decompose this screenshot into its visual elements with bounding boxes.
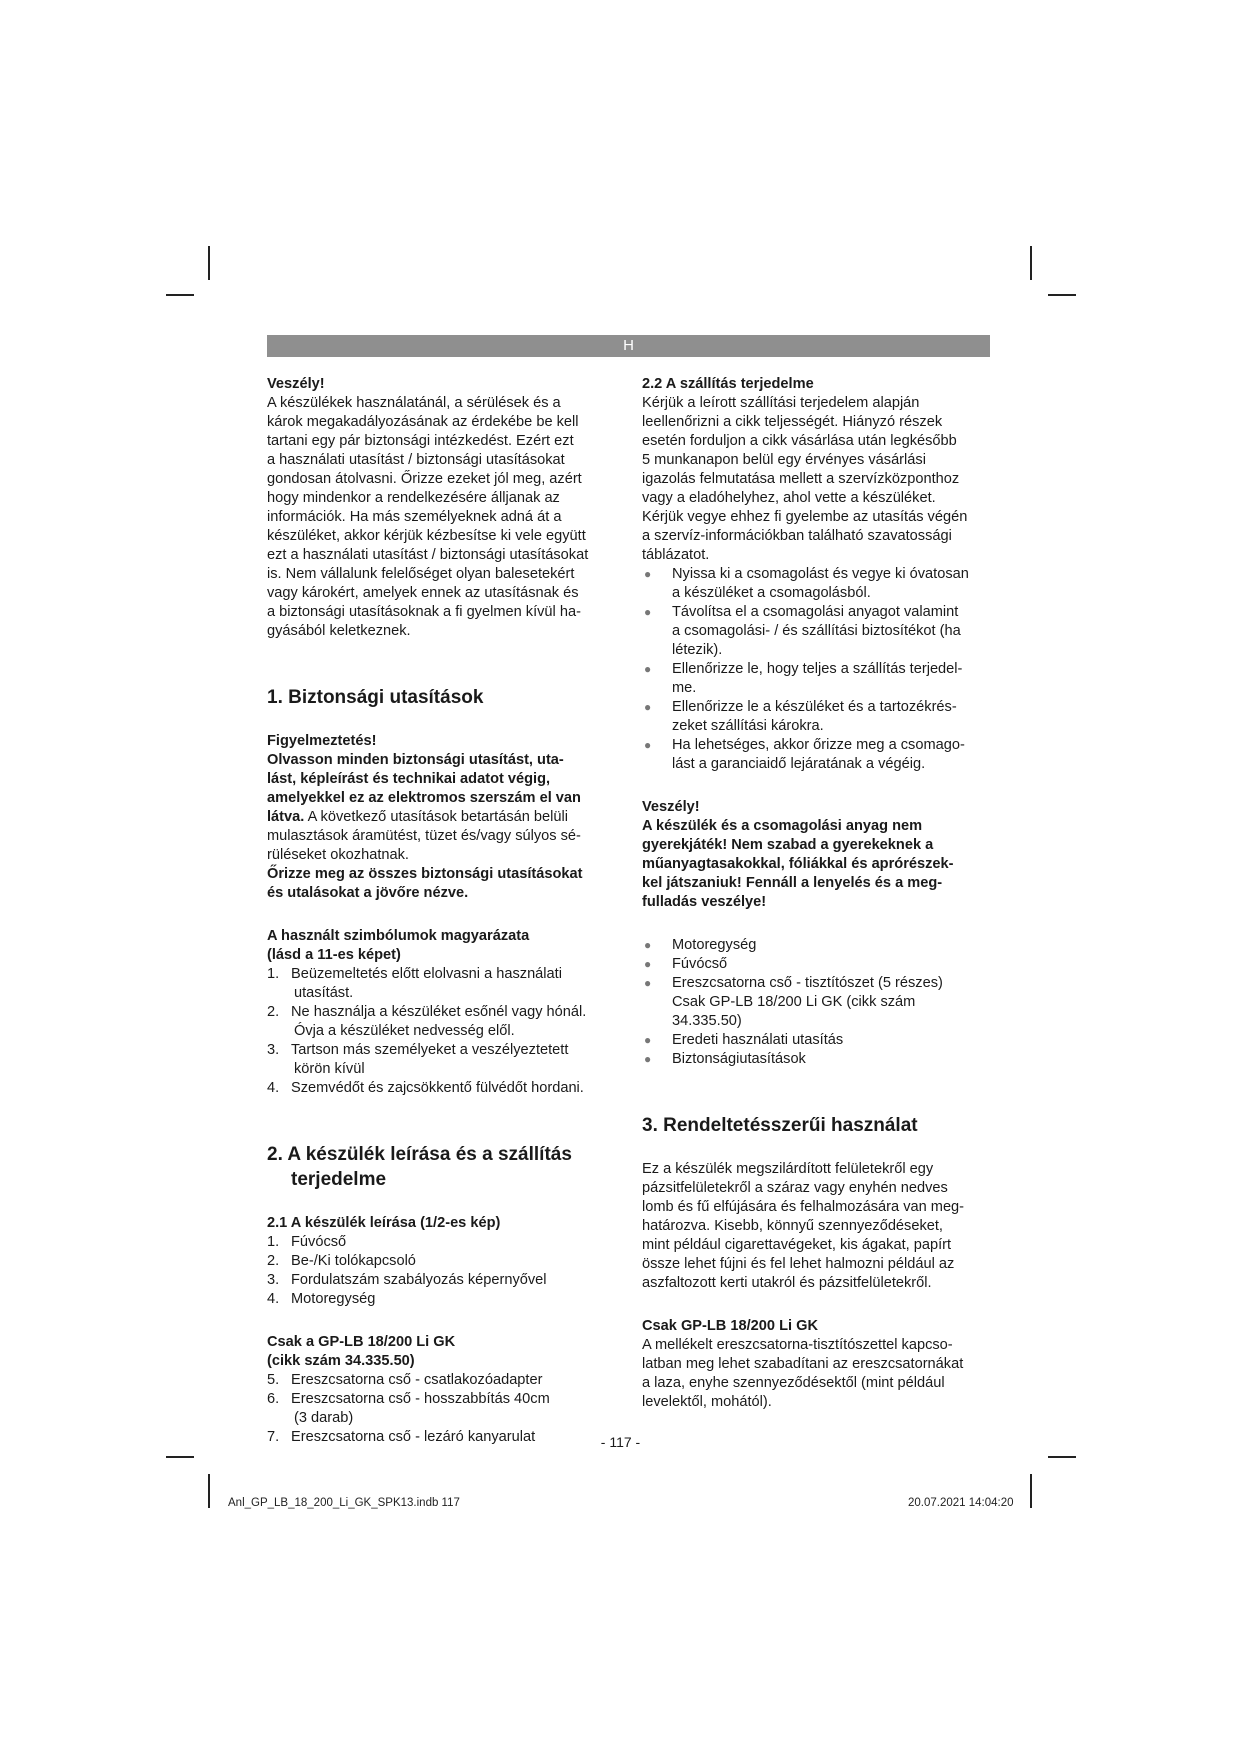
text-line: Ez a készülék megszilárdított felületekről egy — [642, 1161, 934, 1177]
text-line: hogy mindenkor a rendelkezésére álljanak az — [267, 490, 560, 506]
list-item — [267, 1041, 629, 1079]
right-column — [642, 375, 1004, 1412]
symbols-subtitle: (lásd a 11-es képet) — [267, 947, 401, 963]
left-column — [267, 375, 629, 1447]
bullet-icon: ● — [644, 700, 652, 714]
section-2-title — [267, 1142, 629, 1192]
text-line: készüléket, akkor kérjük kézbesítse ki vele együtt — [267, 528, 586, 544]
list-item — [267, 1003, 629, 1041]
scope-bullet-list — [642, 565, 1004, 774]
text-line: információk. Ha más személyeknek adná át a — [267, 509, 562, 525]
bullet-icon: ● — [644, 957, 652, 971]
danger-title: Veszély! — [267, 376, 325, 392]
item-text: me. — [672, 680, 697, 696]
bullet-icon: ● — [644, 1052, 652, 1066]
text-line: esetén forduljon a cikk vásárlása után legkésőbb — [642, 433, 957, 449]
item-text: Ereszcsatorna cső - hosszabbítás 40cm — [291, 1391, 550, 1407]
text-line: a használati utasítást / biztonsági utasításokat — [267, 452, 565, 468]
item-number: 4. — [267, 1291, 280, 1307]
item-number: 1. — [267, 1234, 280, 1250]
item-text: Ellenőrizze le, hogy teljes a szállítás terjedel- — [672, 661, 963, 677]
item-text: Fúvócső — [672, 956, 728, 972]
crop-mark — [1048, 294, 1076, 296]
text-line: a biztonsági utasításoknak a fi gyelmen kívül ha- — [267, 604, 581, 620]
item-text: a készüléket a csomagolásból. — [672, 585, 871, 601]
bullet-icon: ● — [644, 938, 652, 952]
text-line: és utalásokat a jövőre nézve. — [267, 885, 469, 901]
item-text: Ereszcsatorna cső - lezáró kanyarulat — [291, 1429, 536, 1445]
item-text: Biztonságiutasítások — [672, 1051, 806, 1067]
footer-filename: Anl_GP_LB_18_200_Li_GK_SPK13.indb 117 — [228, 1497, 460, 1509]
item-text: a csomagolási- / és szállítási biztosítékot (ha — [672, 623, 961, 639]
text-line: gyásából keletkeznek. — [267, 623, 411, 639]
item-text: Óvja a készüléket nedvesség elől. — [294, 1023, 515, 1039]
item-text: (3 darab) — [294, 1410, 354, 1426]
item-number: 3. — [267, 1272, 280, 1288]
text-line: össze lehet fújni és fel lehet halmozni például az — [642, 1256, 955, 1272]
text-line: Olvasson minden biztonsági utasítást, uta- — [267, 752, 564, 768]
text-line: vagy károkért, amelyek ennek az utasításnak és — [267, 585, 579, 601]
list-item — [642, 936, 1004, 955]
text-line: A mellékelt ereszcsatorna-tisztítószettel kapcso- — [642, 1337, 953, 1353]
list-item — [267, 1371, 629, 1390]
item-text: zeket szállítási károkra. — [672, 718, 824, 734]
list-item — [267, 1271, 629, 1290]
scope-text — [642, 394, 1004, 565]
bullet-icon: ● — [644, 567, 652, 581]
list-item — [267, 1233, 629, 1252]
language-header-bar — [267, 335, 990, 357]
content-bullet-list — [642, 936, 1004, 1069]
item-text: Tartson más személyeket a veszélyeztetett — [291, 1042, 569, 1058]
text-line: Kérjük a leírott szállítási terjedelem alapján — [642, 395, 920, 411]
item-number: 3. — [267, 1042, 280, 1058]
use-text — [642, 1160, 1004, 1293]
text-line: 5 munkanapon belül egy érvényes vásárlási — [642, 452, 926, 468]
item-text: Eredeti használati utasítás — [672, 1032, 844, 1048]
item-text: utasítást. — [294, 985, 354, 1001]
text-line: kel játszaniuk! Fennáll a lenyelés és a meg- — [642, 875, 943, 891]
crop-mark — [166, 1456, 194, 1458]
list-item — [642, 1050, 1004, 1069]
bullet-icon: ● — [644, 662, 652, 676]
warning-title: Figyelmeztetés! — [267, 733, 377, 749]
variant-subtitle: (cikk szám 34.335.50) — [267, 1353, 415, 1369]
item-text: Fúvócső — [291, 1234, 347, 1250]
text-line: igazolás felmutatása mellett a szervízközponthoz — [642, 471, 960, 487]
list-item — [267, 1079, 629, 1098]
crop-mark — [208, 1474, 210, 1508]
text-line: táblázatot. — [642, 547, 710, 563]
symbols-title: A használt szimbólumok magyarázata — [267, 928, 530, 944]
item-text: Motoregység — [291, 1291, 376, 1307]
variant-title: Csak a GP-LB 18/200 Li GK — [267, 1334, 456, 1350]
list-item — [642, 736, 1004, 774]
item-text: Szemvédőt és zajcsökkentő fülvédőt hordani. — [291, 1080, 584, 1096]
item-number: 6. — [267, 1391, 280, 1407]
crop-mark — [1030, 246, 1032, 280]
list-item — [267, 1390, 629, 1428]
danger-2-text — [642, 817, 1004, 912]
variant-2-title: Csak GP-LB 18/200 Li GK — [642, 1318, 819, 1334]
text-line: Őrizze meg az összes biztonsági utasításokat — [267, 866, 583, 882]
text-line: vagy a eladóhelyhez, ahol vette a készüléket. — [642, 490, 936, 506]
text-line: levelektől, mohától). — [642, 1394, 772, 1410]
item-text: lást a garanciaidő lejáratának a végéig. — [672, 756, 926, 772]
crop-mark — [166, 294, 194, 296]
text-line: is. Nem vállalunk felelőséget olyan balesetekért — [267, 566, 575, 582]
danger-2-title: Veszély! — [642, 799, 700, 815]
list-item — [642, 660, 1004, 698]
text-line — [267, 808, 629, 827]
text-line: fulladás veszélye! — [642, 894, 767, 910]
list-item — [642, 603, 1004, 660]
bullet-icon: ● — [644, 738, 652, 752]
bullet-icon: ● — [644, 976, 652, 990]
item-number: 2. — [267, 1253, 280, 1269]
crop-mark — [208, 246, 210, 280]
text-line: rüléseket okozhatnak. — [267, 847, 409, 863]
section-3-title: 3. Rendeltetésszerűi használat — [642, 1115, 918, 1136]
list-item — [642, 974, 1004, 1031]
list-item — [267, 1290, 629, 1309]
text-line: aszfaltozott kerti utakról és pázsitfelületekről. — [642, 1275, 932, 1291]
text-line: a laza, enyhe szennyeződésektől (mint például — [642, 1375, 945, 1391]
subsection-2-2-title: 2.2 A szállítás terjedelme — [642, 376, 814, 392]
text-line: mulasztások áramütést, tüzet és/vagy súlyos sé- — [267, 828, 581, 844]
text-line: lást, képleírást és technikai adatot végig, — [267, 771, 551, 787]
language-code: H — [623, 337, 634, 354]
text-line: Kérjük vegye ehhez fi gyelembe az utasítás végén — [642, 509, 968, 525]
page-number: - 117 - — [600, 1434, 641, 1450]
text-line: a szervíz-információkban található szavatossági — [642, 528, 952, 544]
item-text: 34.335.50) — [672, 1013, 742, 1029]
item-text: Ereszcsatorna cső - csatlakozóadapter — [291, 1372, 543, 1388]
subsection-2-1-title: 2.1 A készülék leírása (1/2-es kép) — [267, 1215, 501, 1231]
item-text: Ha lehetséges, akkor őrizze meg a csomago- — [672, 737, 965, 753]
text-line: A készülék és a csomagolási anyag nem — [642, 818, 923, 834]
item-text: létezik). — [672, 642, 723, 658]
item-number: 7. — [267, 1429, 280, 1445]
text-line: gyerekjáték! Nem szabad a gyerekeknek a — [642, 837, 934, 853]
item-number: 5. — [267, 1372, 280, 1388]
bold-fragment: látva. — [267, 809, 305, 825]
item-text: Be-/Ki tolókapcsoló — [291, 1253, 416, 1269]
bullet-icon: ● — [644, 605, 652, 619]
text-line: tartani egy pár biztonsági intézkedést. Ezért ezt — [267, 433, 574, 449]
text-line: latban meg lehet szabadítani az ereszcsatornákat — [642, 1356, 964, 1372]
text-line: pázsitfelületekről a száraz vagy enyhén nedves — [642, 1180, 948, 1196]
item-text: körön kívül — [294, 1061, 365, 1077]
list-item — [642, 565, 1004, 603]
text-line: amelyekkel ez az elektromos szerszám el van — [267, 790, 581, 806]
item-text: Távolítsa el a csomagolási anyagot valamint — [672, 604, 959, 620]
item-number: 1. — [267, 966, 280, 982]
bullet-icon: ● — [644, 1033, 652, 1047]
danger-text — [267, 394, 629, 641]
item-text: Ereszcsatorna cső - tisztítószet (5 részes) — [672, 975, 943, 991]
item-text: Ellenőrizze le a készüléket és a tartozékrés- — [672, 699, 957, 715]
text-line: A készülékek használatánál, a sérülések és a — [267, 395, 561, 411]
item-text: Ne használja a készüléket esőnél vagy hónál. — [291, 1004, 587, 1020]
text-line: határozva. Kisebb, könnyű szennyeződéseket, — [642, 1218, 943, 1234]
variant-2-text — [642, 1336, 1004, 1412]
crop-mark — [1030, 1474, 1032, 1508]
item-text: Fordulatszám szabályozás képernyővel — [291, 1272, 547, 1288]
symbols-list — [267, 965, 629, 1098]
footer-timestamp: 20.07.2021 14:04:20 — [908, 1497, 1014, 1509]
text-line: károk megakadályozásának az érdekébe be kell — [267, 414, 579, 430]
list-item — [267, 1252, 629, 1271]
title-line: 2. A készülék leírása és a szállítás — [267, 1144, 572, 1165]
list-item — [267, 965, 629, 1003]
list-item — [642, 698, 1004, 736]
text-fragment: A következő utasítások betartásán belüli — [304, 809, 568, 825]
text-line: mint például cigarettavégeket, kis ágakat, papírt — [642, 1237, 952, 1253]
list-item — [642, 1031, 1004, 1050]
text-line: műanyagtasakokkal, fóliákkal és aprórészek- — [642, 856, 954, 872]
parts-list — [267, 1233, 629, 1309]
list-item — [642, 955, 1004, 974]
title-line: terjedelme — [291, 1169, 387, 1190]
text-line: ezt a használati utasítást / biztonsági utasításokat — [267, 547, 589, 563]
item-text: Motoregység — [672, 937, 757, 953]
item-text: Csak GP-LB 18/200 Li GK (cikk szám — [672, 994, 916, 1010]
text-line: leellenőrizni a cikk teljességét. Hiányzó részek — [642, 414, 943, 430]
item-text: Beüzemeltetés előtt elolvasni a használati — [291, 966, 562, 982]
text-line: gondosan átolvasni. Őrizze ezeket jól meg, azért — [267, 471, 582, 487]
item-text: Nyissa ki a csomagolást és vegye ki óvatosan — [672, 566, 969, 582]
crop-mark — [1048, 1456, 1076, 1458]
section-1-title: 1. Biztonsági utasítások — [267, 687, 484, 708]
item-number: 2. — [267, 1004, 280, 1020]
text-line: lomb és fű elfújására és felhalmozására van meg- — [642, 1199, 965, 1215]
item-number: 4. — [267, 1080, 280, 1096]
